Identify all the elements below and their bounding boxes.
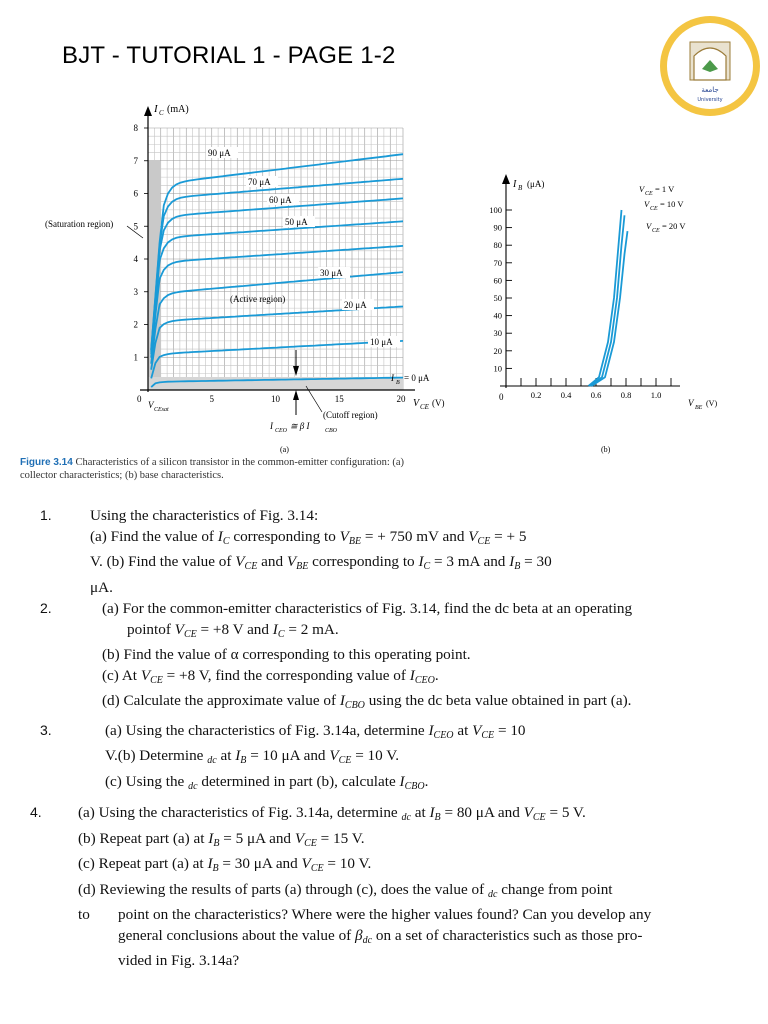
figb-curve-label-2-val: = 10 V [660,199,684,209]
figa-label: (a) [280,445,289,454]
figa-curves [151,154,403,387]
page-title: BJT - TUTORIAL 1 - PAGE 1-2 [62,42,396,69]
figa-x-tick-label: 5 [209,394,214,404]
figb-curve-label-3-sub: CE [652,228,660,234]
figa-curve-ib-30 [151,272,403,364]
ib-zero-value: = 0 μA [404,373,430,383]
figa-curve-label: 20 μA [344,300,367,310]
problem-4-line-4: (d) Reviewing the results of parts (a) through (c), does the value of $_{dc}$ change from point [78,880,613,900]
figa-y-tick-label: 7 [133,155,138,166]
figa-y-arrow [144,106,152,116]
caption-text: Characteristics of a silicon transistor in the common-emitter configuration: (a) collector characteristics; (b) base characteristics. [20,457,405,481]
figa-curve-label: 60 μA [269,195,292,205]
figa-y-ticks [134,123,149,362]
figa-x-unit: (V) [432,398,445,408]
figb-curve-label-2-v: V [644,199,650,209]
problem-2-line-3: (b) Find the value of α corresponding to this operating point. [102,646,471,663]
figa-y-tick-label: 5 [133,221,138,232]
figa-grid [148,128,403,390]
figa-y-tick-label: 4 [133,254,138,264]
figb-y-unit: (μA) [527,179,545,189]
figb-x-tick-label: 1.0 [650,390,662,400]
problem-2-number: 2. [40,600,52,616]
figa-x-title: V [413,398,420,409]
problem-1-line-2: (a) Find the value of $I_C$ corresponding to $V_{BE}$ = + 750 mV and $V_{CE}$ = + 5 [90,527,527,547]
caption-figure-number: Figure 3.14 [20,457,73,468]
figb-curve-label-2-sub: CE [650,206,658,212]
figa-y-tick-label: 8 [133,123,138,133]
figa-y-tick-label: 1 [133,352,138,363]
figure-a-collector-characteristics [30,100,470,455]
figb-label: (b) [601,445,611,454]
figb-y-tick-label: 10 [493,363,502,374]
figb-curves [589,210,628,386]
figb-y-tick-label: 70 [493,257,502,268]
problem-4-line-3: (c) Repeat part (a) at $I_B = 30$ μA and $V_{CE} = 10$ V. [78,855,372,874]
iceo-label: I [270,421,273,431]
vce-sat-label: V [148,400,154,410]
logo-text-top: جامعة [701,86,719,94]
problem-2-line-4: (c) At $V_{CE} = +8$ V, find the corresponding value of $I_{CEO}$. [102,666,439,686]
iceo-sub: CEO [275,428,287,434]
figb-x-tick-label: 0.4 [560,390,572,400]
problem-4-line-6: general conclusions about the value of $\beta_{dc}$ on a set of characteristics such as those pro- [118,926,643,946]
figa-x-tick-label: 20 [396,394,406,404]
figa-curve-ib-50 [151,221,403,354]
figb-x-unit: (V) [706,399,718,408]
figb-curve-label-1-v: V [639,184,645,194]
figa-curve-label: 30 μA [320,268,343,278]
problem-1-line-4: μA. [90,578,113,596]
figb-y-tick-label: 50 [493,293,502,303]
iceo-down-arrow [293,366,299,376]
figa-curve-label: 10 μA [370,337,393,347]
figa-x-tick-label: 10 [271,394,280,404]
problem-4-line-7: vided in Fig. 3.14a? [118,952,240,969]
figb-y-tick-label: 90 [493,222,502,233]
figb-x-title: V [688,398,694,408]
figa-curve-label: 90 μA [208,148,231,158]
logo-text-bottom: University [697,97,723,103]
problem-2-line-1: 2. (a) For the common-emitter characteristics of Fig. 3.14, find the dc beta at an operating [40,600,633,617]
figb-origin: 0 [499,392,504,402]
figb-curve-3 [592,231,628,386]
problem-3-number: 3. [40,721,52,738]
figa-y-tick-label: 3 [133,286,138,297]
figa-x-ticks [210,394,407,404]
problem-4-number: 4. [30,804,42,820]
figb-x-tick-label: 0.6 [590,390,602,400]
figure-caption [20,456,440,482]
figa-x-tick-label: 15 [334,394,344,404]
figb-y-tick-label: 40 [493,310,502,321]
cutoff-region-label: (Cutoff region) [323,410,378,420]
figa-curve-ib-10 [151,341,403,379]
problem-list [30,505,730,972]
figb-y-tick-label: 20 [493,345,502,356]
ib-zero-sub: B [396,380,400,386]
figure-b-base-characteristics [480,170,750,460]
problem-3-line-2: V.(b) Determine $_{dc}$ at $I_B = 10$ μA and $V_{CE} = 10$ V. [105,747,400,766]
figb-x-sub: BE [695,405,703,411]
problem-1-line-1: 1. Using the characteristics of Fig. 3.14: [40,507,319,524]
figb-x-tick-label: 0.8 [620,390,632,400]
problem-3-line-1: 3. (a) Using the characteristics of Fig. 3.14a, determine $I_{CEO}$ at $V_{CE} = 10$ [40,721,526,741]
problem-2-line-2: pointof $V_{CE} = +8$ V and $I_C = 2$ mA. [127,620,339,640]
figb-y-sub: B [518,184,523,192]
figb-y-arrow [502,174,510,184]
figa-curve-label: 50 μA [285,217,308,227]
problem-4-line-1: 4. (a) Using the characteristics of Fig. 3.14a, determine $_{dc}$ at $I_B = 80$ μA and $V_{CE} = 5$ V. [30,804,586,823]
problem-1-line-3: V. (b) Find the value of $V_{CE}$ and $V_{BE}$ corresponding to $I_C = 3$ mA and $I_B = 30$ [90,553,552,572]
problem-3-line-3: (c) Using the $_{dc}$ determined in part (b), calculate $I_{CBO}$. [105,772,429,792]
figa-x-sub: CE [420,403,429,411]
figb-curve-label-3-v: V [646,221,652,231]
iceo-eq: ≅ β I [290,421,310,431]
problem-1-number: 1. [40,507,52,523]
ib-zero-label: I [391,373,394,383]
figb-y-tick-label: 100 [489,205,502,215]
figa-origin: 0 [137,394,142,404]
figb-y-title: I [513,179,517,190]
figb-y-tick-label: 80 [493,240,502,251]
active-region-label: (Active region) [230,294,286,304]
figa-y-sub: C [159,109,164,117]
figa-y-tick-label: 6 [133,188,138,199]
saturation-region-label: (Saturation region) [45,219,114,229]
figb-x-tick-label: 0.2 [530,390,542,400]
figb-curve-label-1-val: = 1 V [655,184,675,194]
figb-curve-label-3-val: = 20 V [662,221,686,231]
figb-y-ticks [489,205,512,373]
figa-curve-ib-20 [151,307,403,370]
figa-y-tick-label: 2 [133,319,138,330]
problem-2-line-5: (d) Calculate the approximate value of $I_{CBO}$ using the dc beta value obtained in part (a). [102,692,632,711]
iceo-up-arrow [293,390,299,400]
problem-4-line-5: to point on the characteristics? Where were the higher values found? Can you develop any [78,906,652,923]
problem-4-line-2: (b) Repeat part (a) at $I_B = 5$ μA and $V_{CE} = 15$ V. [78,829,365,849]
figb-curve-label-1-sub: CE [645,191,653,197]
vce-sat-sub: CEsat [154,407,169,413]
figb-y-tick-label: 30 [493,328,502,339]
figa-y-unit: (mA) [167,104,189,115]
figa-curve-label: 70 μA [248,177,271,187]
university-logo [658,14,762,118]
icbo-sub: CBO [325,428,337,434]
figa-y-title: I [154,103,158,115]
figb-y-tick-label: 60 [493,275,502,286]
